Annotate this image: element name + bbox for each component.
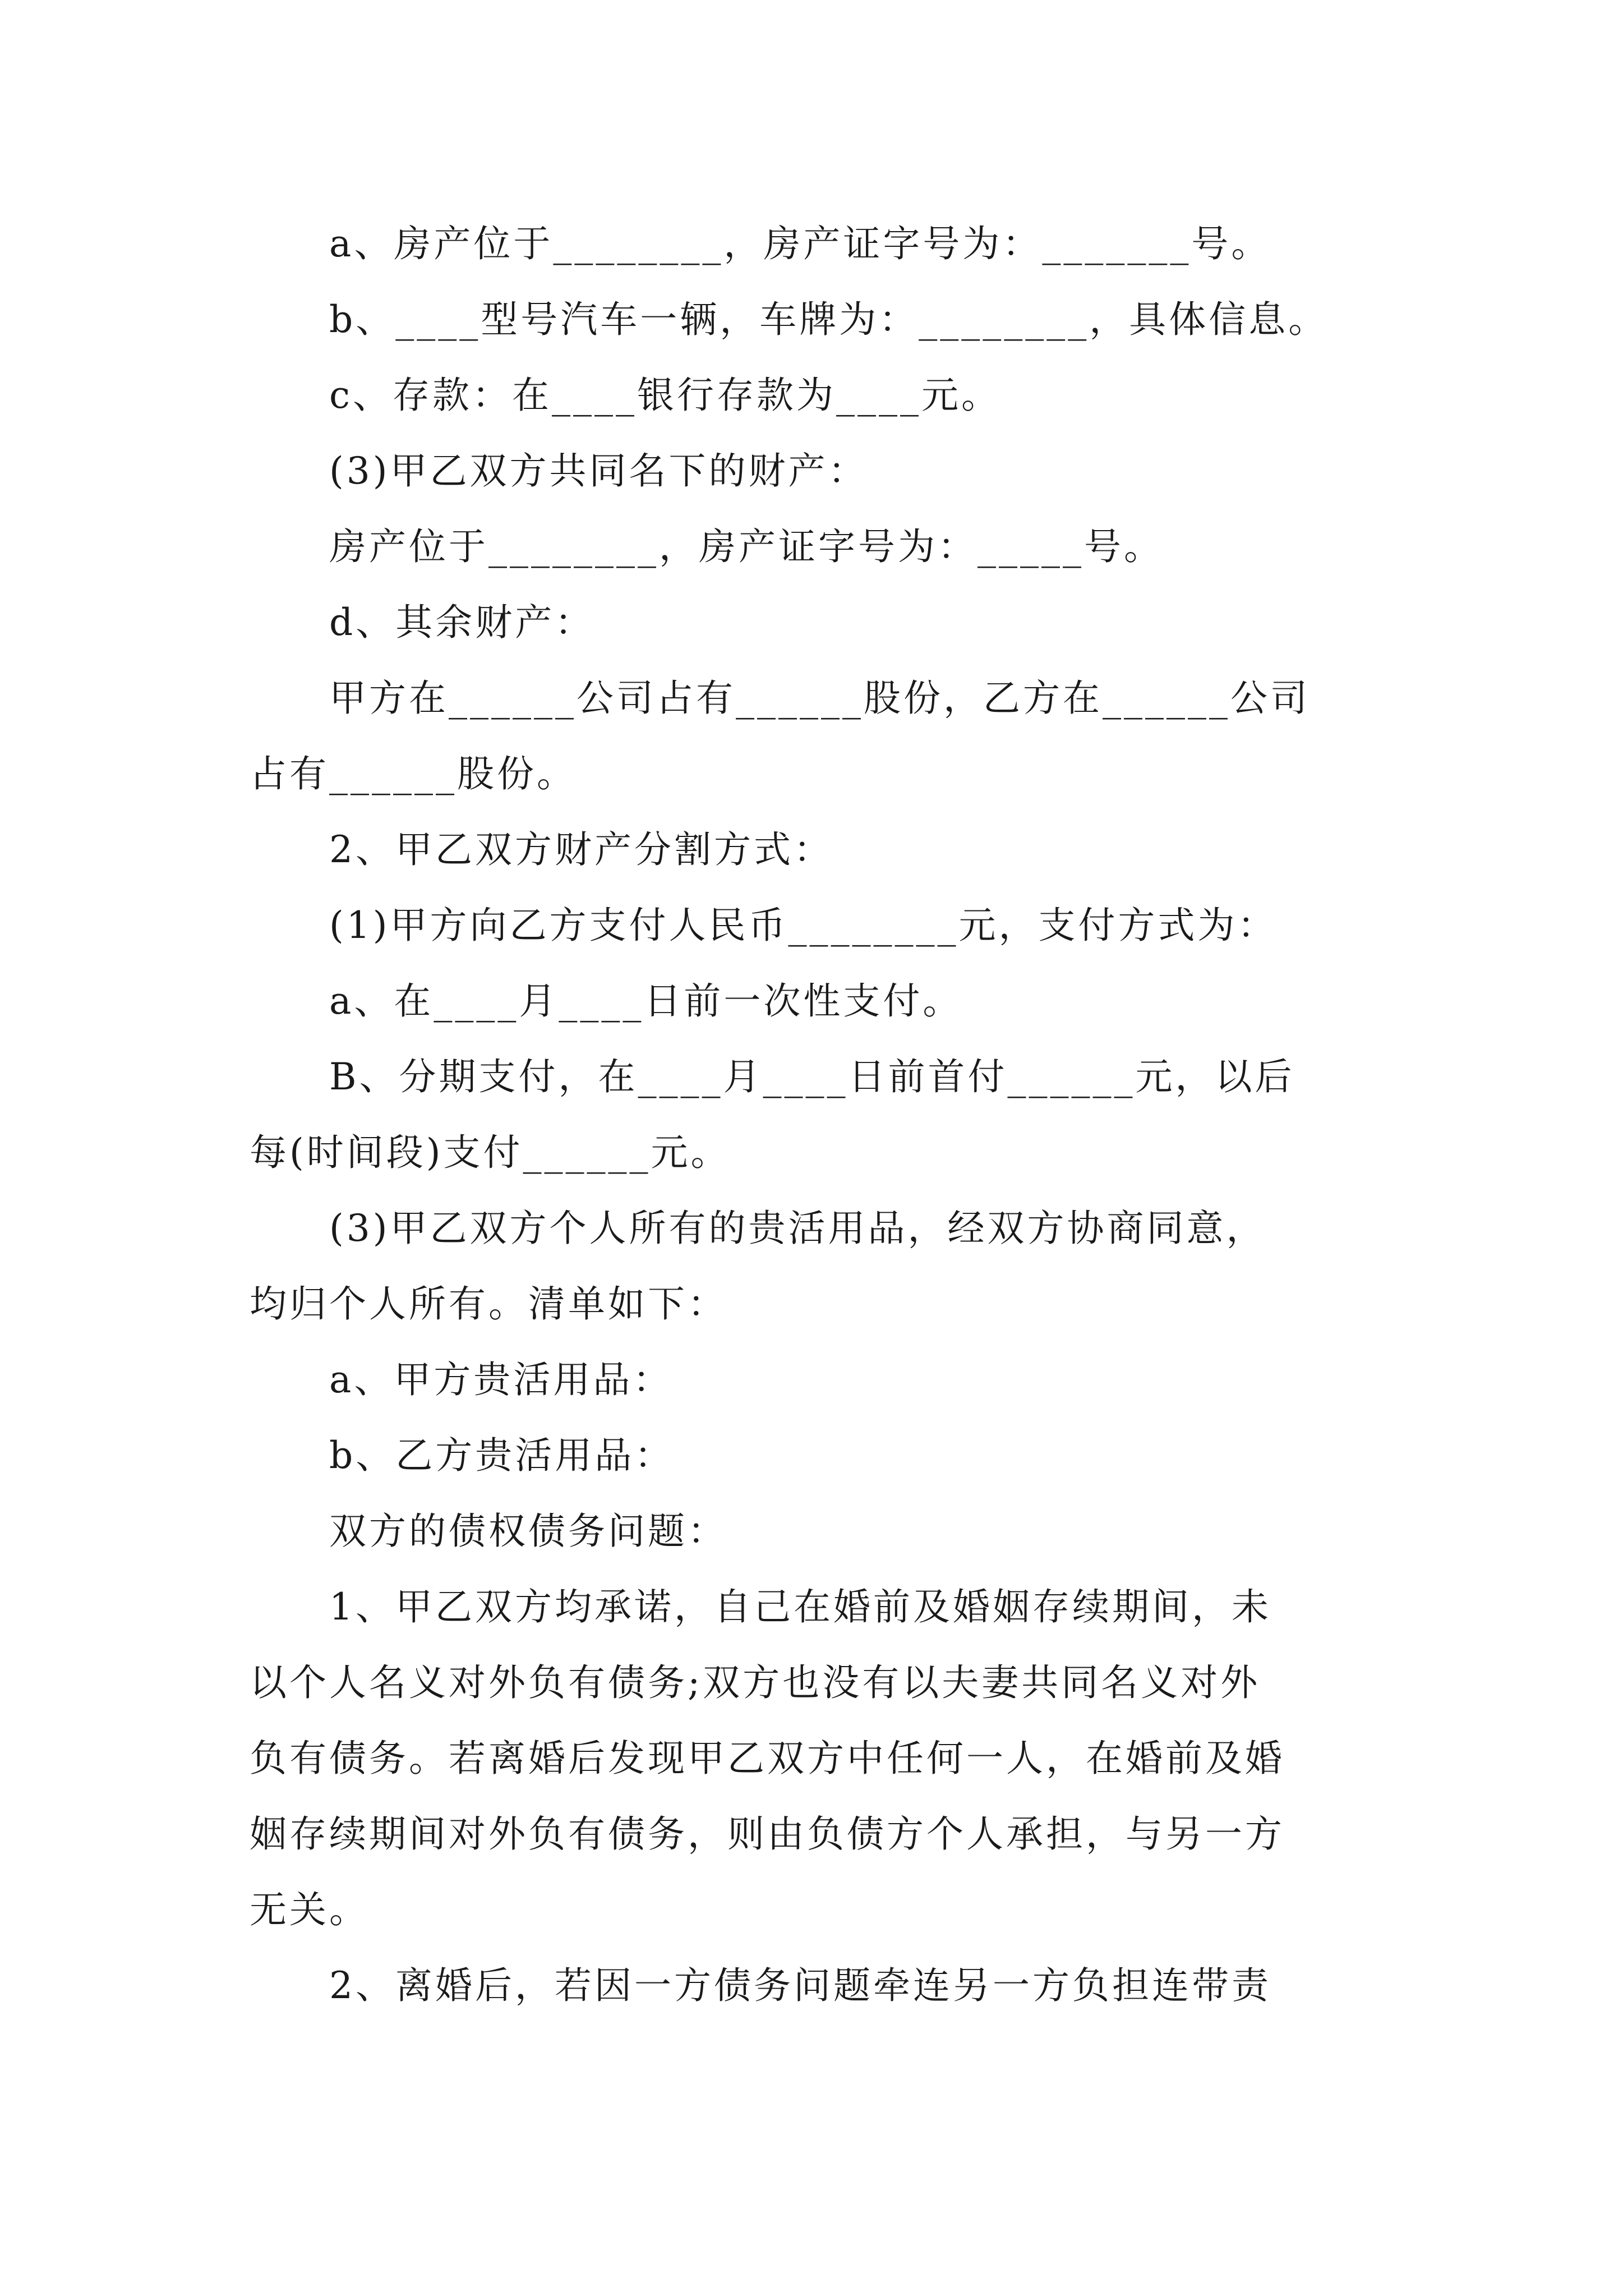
text-line: (3)甲乙双方个人所有的贵活用品，经双方协商同意，	[250, 1207, 1266, 1250]
text-line: 2、离婚后，若因一方债务问题牵连另一方负担连带责	[250, 1964, 1271, 2007]
text-line: 双方的债权债务问题：	[250, 1510, 727, 1553]
text-line: b、____型号汽车一辆，车牌为：________，具体信息。	[250, 298, 1329, 341]
text-line: c、存款：在____银行存款为____元。	[250, 374, 1001, 417]
text-line: 以个人名义对外负有债务;双方也没有以夫妻共同名义对外	[250, 1661, 1261, 1704]
text-line: a、在____月____日前一次性支付。	[250, 979, 963, 1023]
text-line: 负有债务。若离婚后发现甲乙双方中任何一人，在婚前及婚	[250, 1737, 1285, 1780]
text-line: a、房产位于________，房产证字号为：_______号。	[250, 222, 1271, 265]
text-line: 房产位于________，房产证字号为：_____号。	[250, 525, 1164, 568]
text-line: B、分期支付，在____月____日前首付______元，以后	[250, 1055, 1295, 1098]
text-line: b、乙方贵活用品：	[250, 1434, 675, 1477]
text-line: 甲方在______公司占有______股份，乙方在______公司	[250, 677, 1310, 720]
text-line: 2、甲乙双方财产分割方式：	[250, 828, 833, 871]
text-line: 均归个人所有。清单如下：	[250, 1282, 727, 1326]
text-line: 1、甲乙双方均承诺，自己在婚前及婚姻存续期间，未	[250, 1585, 1271, 1628]
text-line: (1)甲方向乙方支付人民币________元，支付方式为：	[250, 904, 1278, 947]
text-line: 每(时间段)支付______元。	[250, 1131, 731, 1174]
text-line: (3)甲乙双方共同名下的财产：	[250, 449, 868, 493]
text-line: a、甲方贵活用品：	[250, 1358, 673, 1401]
text-line: 占有______股份。	[250, 752, 577, 795]
text-line: d、其余财产：	[250, 601, 595, 644]
text-line: 无关。	[250, 1888, 369, 1931]
text-line: 姻存续期间对外负有债务，则由负债方个人承担，与另一方	[250, 1812, 1285, 1856]
